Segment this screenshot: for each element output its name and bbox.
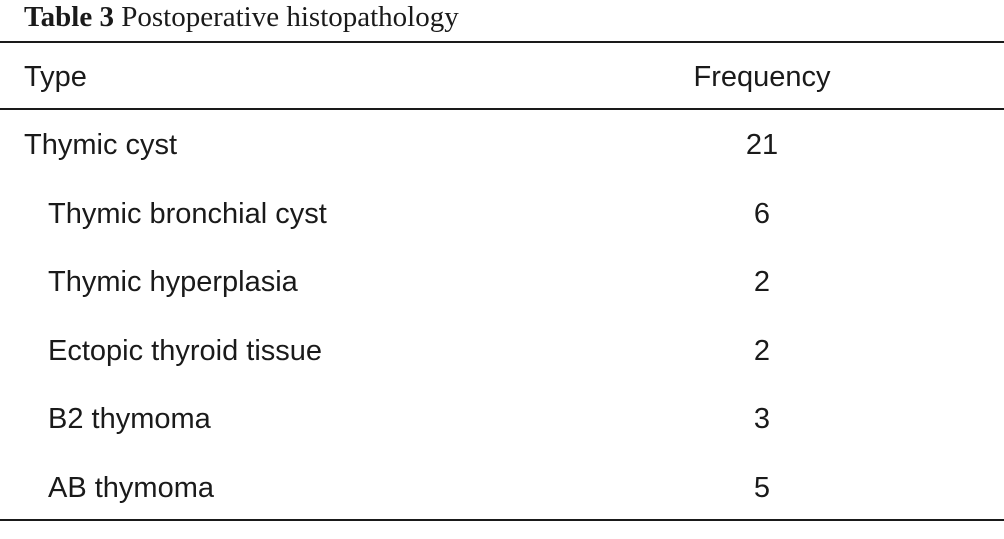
table-row bbox=[0, 334, 1004, 402]
row-type: Thymic hyperplasia bbox=[48, 266, 298, 298]
column-header-type: Type bbox=[24, 61, 87, 93]
column-header-frequency: Frequency bbox=[693, 61, 831, 93]
table-row bbox=[0, 471, 1004, 539]
table-caption bbox=[24, 0, 459, 36]
row-frequency: 5 bbox=[753, 472, 771, 504]
top-rule bbox=[0, 41, 1004, 43]
row-frequency: 3 bbox=[753, 403, 771, 435]
table-title: Postoperative histopathology bbox=[121, 1, 459, 33]
row-type: Ectopic thyroid tissue bbox=[48, 335, 323, 367]
table-row bbox=[0, 265, 1004, 333]
header-rule bbox=[0, 108, 1004, 110]
row-type: Thymic bronchial cyst bbox=[48, 198, 327, 230]
row-type: B2 thymoma bbox=[48, 403, 211, 435]
row-type: AB thymoma bbox=[48, 472, 214, 504]
row-frequency: 21 bbox=[745, 129, 779, 161]
table-row bbox=[0, 128, 1004, 196]
row-type: Thymic cyst bbox=[24, 129, 178, 161]
row-frequency: 2 bbox=[753, 335, 771, 367]
table-number: Table 3 bbox=[24, 1, 114, 33]
row-frequency: 2 bbox=[753, 266, 771, 298]
table-row bbox=[0, 402, 1004, 470]
table-row bbox=[0, 197, 1004, 265]
row-frequency: 6 bbox=[753, 198, 771, 230]
bottom-rule bbox=[0, 519, 1004, 521]
